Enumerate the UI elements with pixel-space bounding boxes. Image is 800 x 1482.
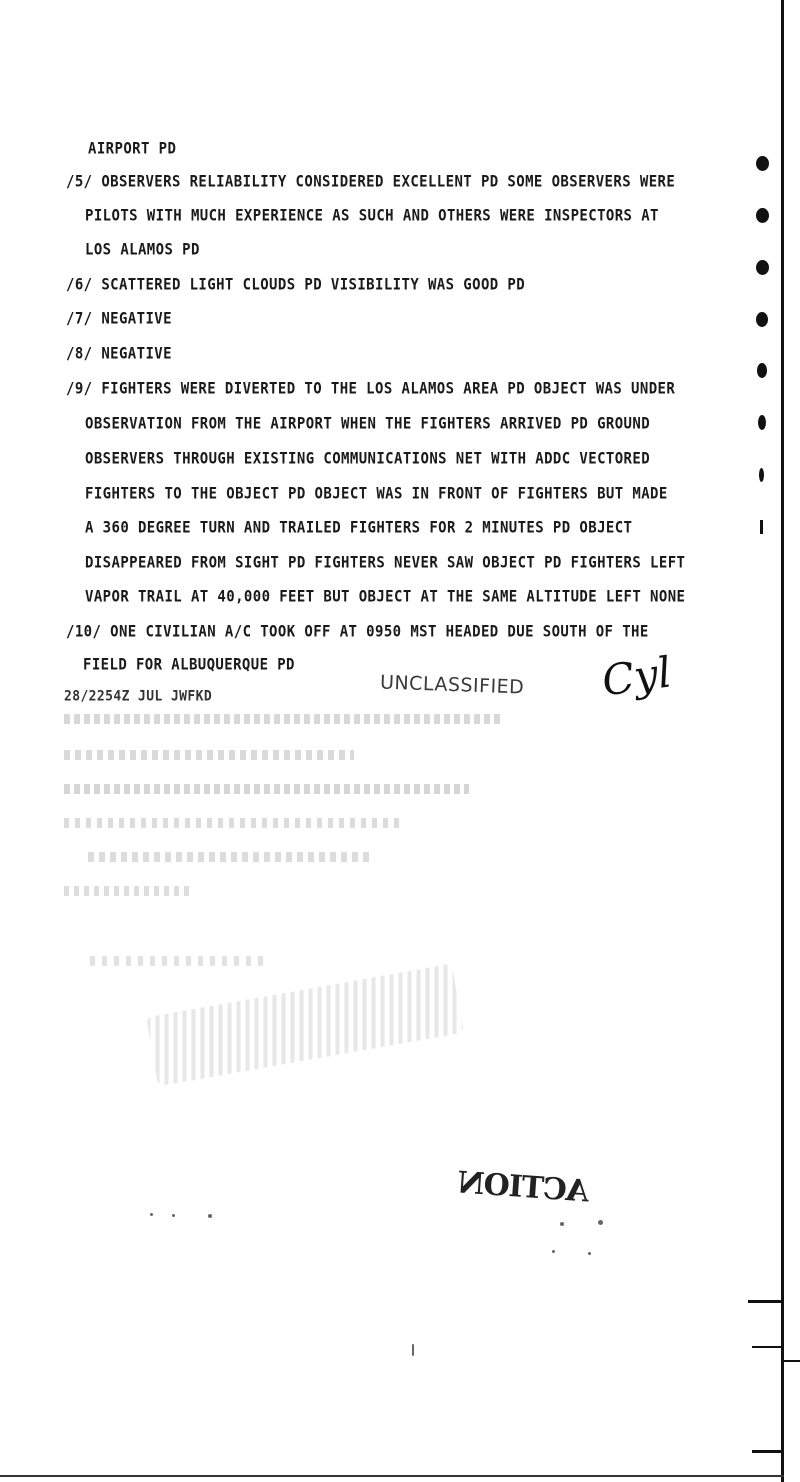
faded-bleed-text [64, 818, 404, 828]
ghost-stamp-impression [146, 964, 463, 1087]
text-line: DISAPPEARED FROM SIGHT PD FIGHTERS NEVER SAW OBJECT PD FIGHTERS LEFT [85, 554, 686, 572]
speck [588, 1252, 591, 1255]
page-edge-tab [748, 1300, 782, 1303]
text-line: /7/ NEGATIVE [66, 310, 172, 328]
faded-bleed-text [64, 886, 189, 896]
text-line: PILOTS WITH MUCH EXPERIENCE AS SUCH AND OTHERS WERE INSPECTORS AT [85, 207, 659, 225]
text-line: /10/ ONE CIVILIAN A/C TOOK OFF AT 0950 MST HEADED DUE SOUTH OF THE [66, 623, 649, 641]
text-line: FIGHTERS TO THE OBJECT PD OBJECT WAS IN FRONT OF FIGHTERS BUT MADE [85, 485, 668, 503]
page-edge-line [781, 0, 784, 1482]
punch-hole [756, 260, 769, 275]
page-bottom-line [0, 1475, 784, 1477]
text-line: AIRPORT PD [88, 140, 177, 158]
tick-mark [760, 520, 763, 534]
speck [150, 1213, 153, 1216]
speck [412, 1344, 414, 1356]
text-line: /6/ SCATTERED LIGHT CLOUDS PD VISIBILITY WAS GOOD PD [66, 276, 526, 294]
text-line: FIELD FOR ALBUQUERQUE PD [83, 656, 295, 674]
page-edge-tab [784, 1360, 800, 1362]
faded-bleed-text [90, 956, 270, 966]
punch-hole [756, 312, 768, 327]
date-time-group: 28/2254Z JUL JWFKD [64, 688, 213, 705]
punch-hole [759, 468, 764, 482]
speck [172, 1214, 175, 1217]
page-edge-tab [752, 1450, 782, 1453]
text-line: /8/ NEGATIVE [66, 345, 172, 363]
reversed-action-stamp: ACTION [456, 1165, 591, 1210]
punch-hole [758, 415, 766, 430]
faded-bleed-text [88, 852, 373, 862]
text-line: LOS ALAMOS PD [85, 241, 200, 259]
text-line: OBSERVERS THROUGH EXISTING COMMUNICATIONS NET WITH ADDC VECTORED [85, 450, 651, 468]
speck [560, 1222, 564, 1226]
faded-bleed-text [64, 750, 354, 760]
classification-stamp: UNCLASSIFIED [379, 671, 525, 699]
text-line: /9/ FIGHTERS WERE DIVERTED TO THE LOS ALAMOS AREA PD OBJECT WAS UNDER [66, 380, 676, 398]
speck [598, 1220, 603, 1225]
punch-hole [756, 156, 769, 171]
text-line: /5/ OBSERVERS RELIABILITY CONSIDERED EXCELLENT PD SOME OBSERVERS WERE [66, 173, 676, 191]
page-edge-tab [752, 1346, 782, 1348]
faded-bleed-text [64, 784, 469, 794]
punch-hole [757, 363, 767, 378]
text-line: OBSERVATION FROM THE AIRPORT WHEN THE FIGHTERS ARRIVED PD GROUND [85, 415, 651, 433]
speck [208, 1214, 212, 1218]
handwritten-initials: Cyl [598, 647, 675, 706]
speck [552, 1250, 555, 1253]
punch-hole [756, 208, 769, 223]
text-line: A 360 DEGREE TURN AND TRAILED FIGHTERS FOR 2 MINUTES PD OBJECT [85, 519, 633, 537]
faded-bleed-text [64, 714, 504, 724]
text-line: VAPOR TRAIL AT 40,000 FEET BUT OBJECT AT THE SAME ALTITUDE LEFT NONE [85, 588, 686, 606]
